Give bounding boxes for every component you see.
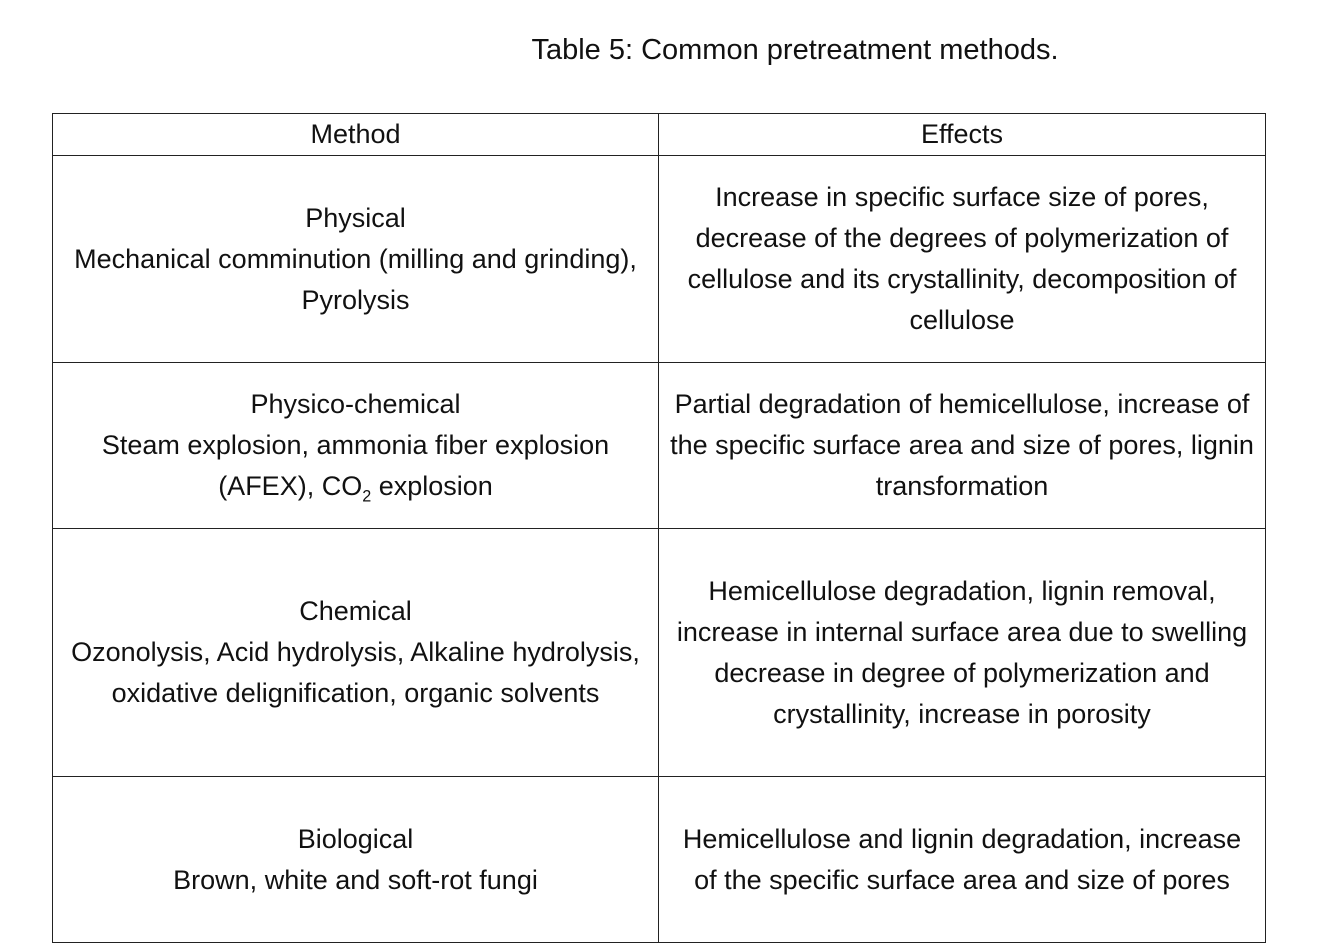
- table-row-chemical: [53, 529, 1266, 777]
- method-category: Chemical: [299, 596, 412, 626]
- method-description: Mechanical comminution (milling and grinding), Pyrolysis: [74, 243, 637, 315]
- effects-cell: [659, 529, 1266, 777]
- method-category: Biological: [297, 823, 414, 854]
- method-text: Steam explosion, ammonia fiber explosion (AFEX), CO: [101, 430, 610, 501]
- method-description: Brown, white and soft-rot fungi: [173, 864, 538, 895]
- method-cell: [53, 777, 659, 943]
- method-cell: [53, 529, 659, 777]
- method-cell: [53, 363, 659, 529]
- table-header-row: [53, 114, 1266, 156]
- method-category: Physical: [305, 202, 406, 233]
- table-row-physical: [53, 156, 1266, 363]
- table-caption: Table 5: Common pretreatment methods.: [531, 34, 1059, 66]
- effects-description: Increase in specific surface size of pores, decrease of the degrees of polymerization of cellulose and its crystallinity, decomposition of cellulose: [687, 182, 1237, 335]
- table-row-physico-chemical: [53, 363, 1266, 529]
- effects-cell: [659, 777, 1266, 943]
- effects-description: Hemicellulose and lignin degradation, increase of the specific surface area and size of pores: [682, 823, 1242, 895]
- formula-subscript: 2: [362, 487, 372, 506]
- method-description: [63, 425, 648, 507]
- effects-cell: [659, 363, 1266, 529]
- method-category: Physico-chemical: [250, 389, 461, 419]
- effects-description: Hemicellulose degradation, lignin removal, increase in internal surface area due to swelling decrease in degree of polymerization and crystallinity, increase in porosity: [676, 575, 1248, 729]
- method-text-end: explosion: [371, 471, 493, 501]
- pretreatment-methods-table: [52, 113, 1266, 943]
- header-effects: Effects: [659, 114, 1266, 156]
- effects-description: Partial degradation of hemicellulose, increase of the specific surface area and size of pores, lignin transformation: [670, 389, 1254, 501]
- table-row-biological: [53, 777, 1266, 943]
- header-method: Method: [53, 114, 659, 156]
- method-description: Ozonolysis, Acid hydrolysis, Alkaline hydrolysis, oxidative delignification, organic solvents: [71, 637, 640, 708]
- method-cell: [53, 156, 659, 363]
- effects-cell: [659, 156, 1266, 363]
